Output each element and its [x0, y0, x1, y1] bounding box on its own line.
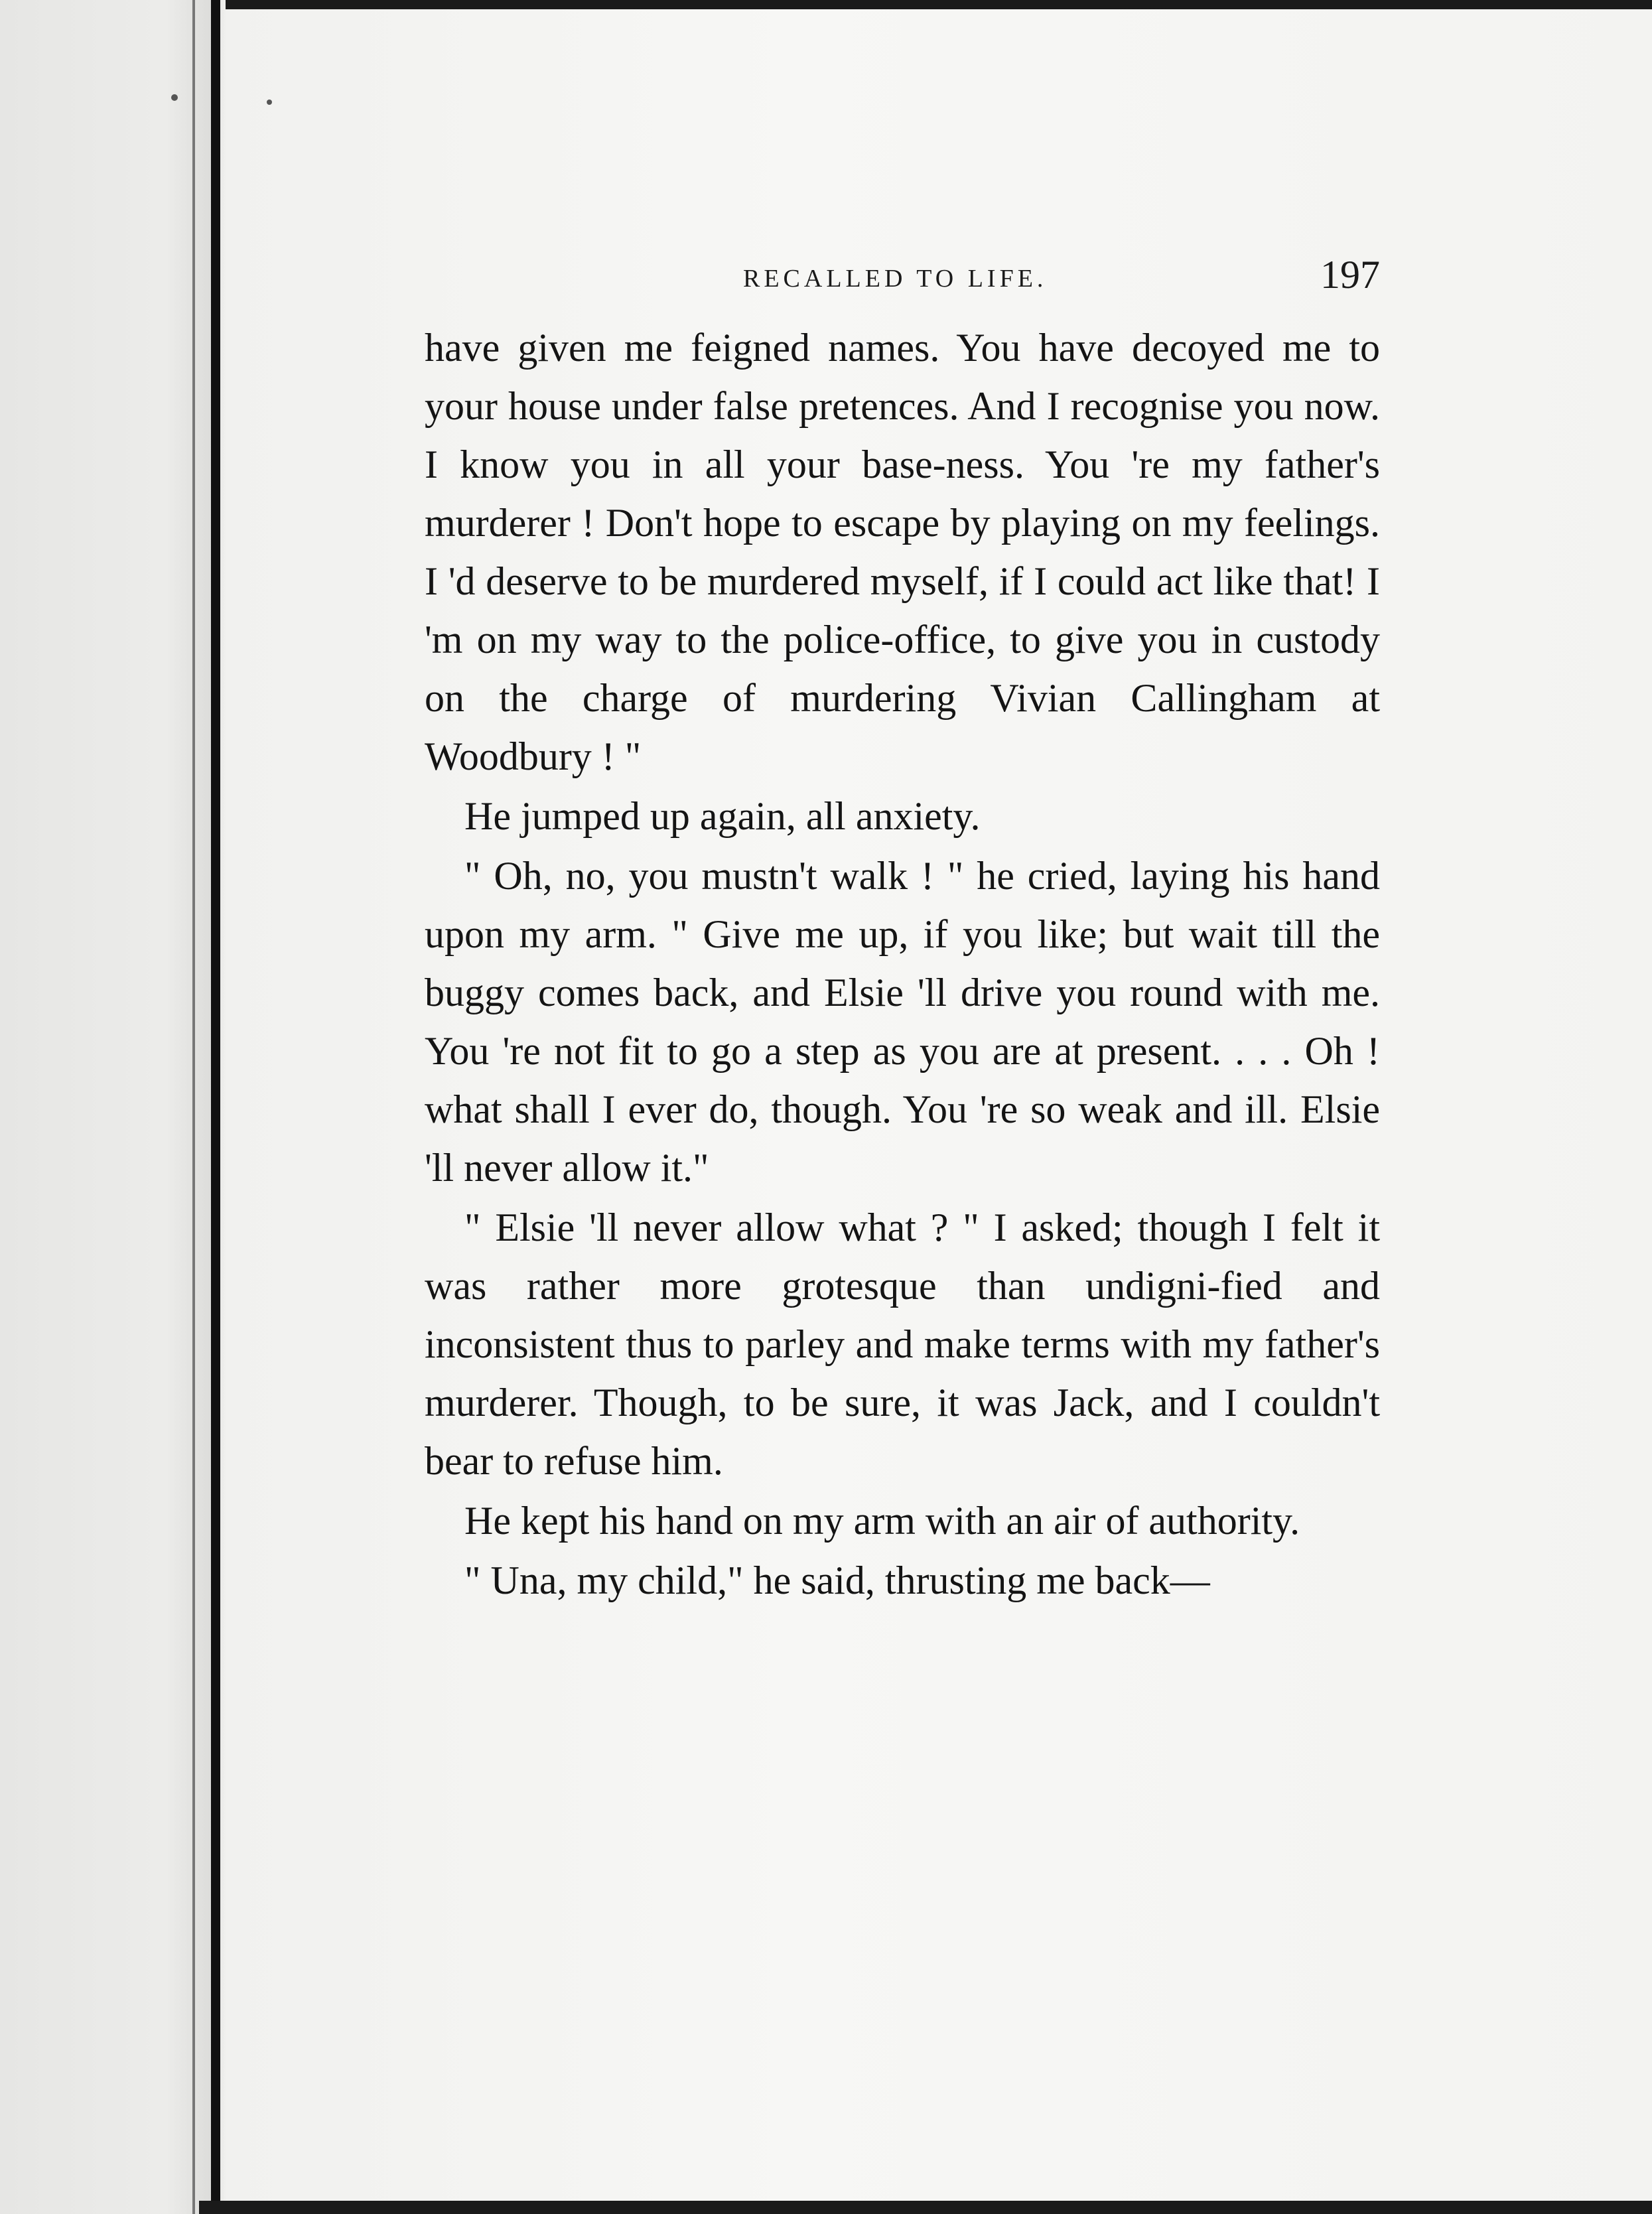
paragraph: He jumped up again, all anxiety.	[464, 794, 981, 838]
paragraph: " Oh, no, you mustn't walk ! " he cried, laying his hand upon my arm. " Give me up, if you like; but wait till the buggy comes back, and Elsie 'll drive you round with me. You 're not fit to go a step as you are at present. . . . Oh ! what shall I ever do, though. You 're so weak and ill. Elsie 'll never allow it."	[425, 854, 1380, 1190]
book-spine-shadow	[211, 0, 220, 2214]
page-number: 197	[1320, 253, 1380, 297]
book-spine-line	[192, 0, 195, 2214]
page-header	[425, 252, 1380, 318]
body-text	[425, 318, 1380, 1610]
paragraph: " Una, my child," he said, thrusting me back—	[464, 1558, 1210, 1602]
scan-speck	[267, 100, 272, 105]
paragraph: " Elsie 'll never allow what ? " I asked; though I felt it was rather more grotesque than undigni-fied and inconsistent thus to parley and make terms with my father's murderer. Though, to be sure, it was Jack, and I couldn't bear to refuse him.	[425, 1206, 1380, 1483]
paragraph: He kept his hand on my arm with an air of authority.	[464, 1499, 1300, 1543]
running-head: RECALLED TO LIFE.	[743, 265, 1048, 293]
scan-speck	[171, 94, 178, 101]
book-page	[425, 252, 1380, 1610]
paragraph: have given me feigned names. You have decoyed me to your house under false pretences. And I recognise you now. I know you in all your base-ness. You 're my father's murderer ! Don't hope to escape by playing on my feelings. I 'd deserve to be murdered myself, if I could act like that! I 'm on my way to the police-office, to give you in custody on the charge of murdering Vivian Callingham at Woodbury ! "	[425, 326, 1380, 778]
scan-bottom-edge	[199, 2201, 1652, 2214]
scan-top-edge	[226, 0, 1652, 9]
